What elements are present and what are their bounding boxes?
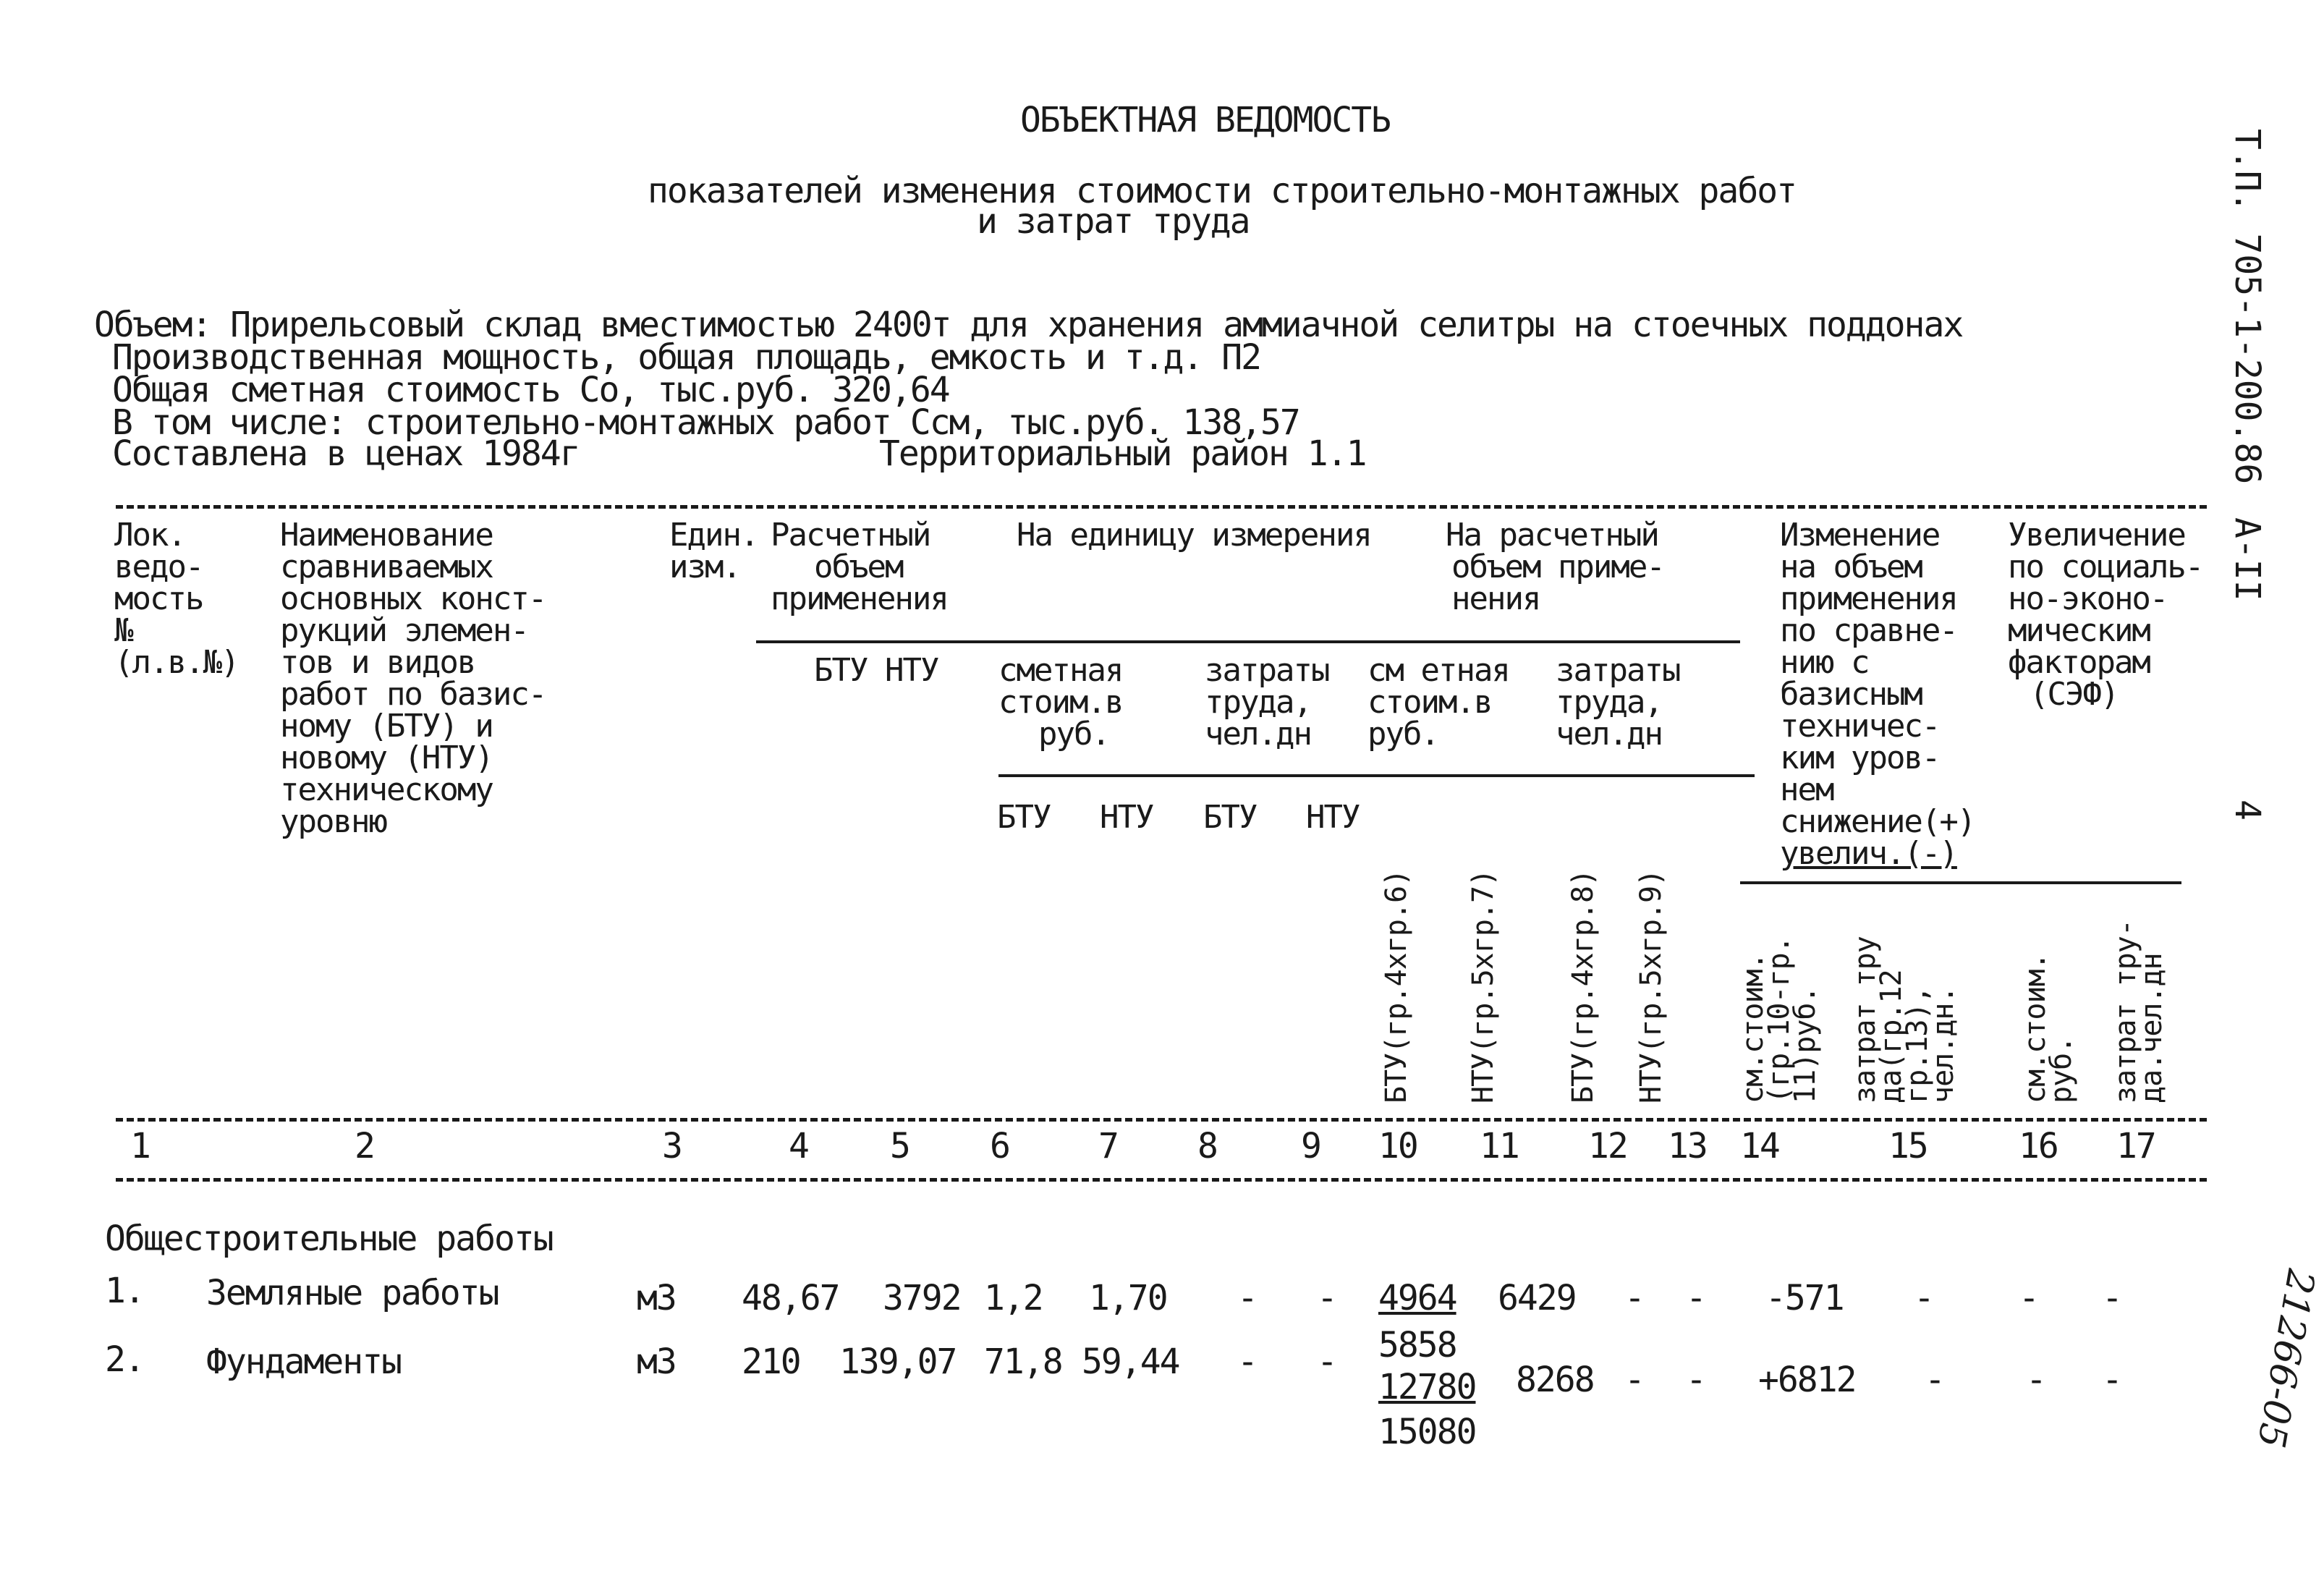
row-unit: м3 — [637, 1342, 676, 1382]
document-subtitle-line-1: показателей изменения стоимости строительно-монтажных работ — [648, 171, 1797, 211]
header-calc-cost: см етная стоим.в руб. — [1367, 652, 1509, 753]
row-unit-cost-btu: 71,8 — [984, 1342, 1062, 1382]
rule-header-groups — [1006, 640, 1740, 643]
sub-ntu-2: НТУ — [1306, 799, 1360, 836]
row-change-labor: - — [1914, 1278, 1933, 1318]
col-number-11: 11 — [1480, 1126, 1519, 1166]
sub-sef-labor: затрат тру- да.чел.дн — [2109, 920, 2168, 1103]
row-unit-labor-ntu: - — [1317, 1278, 1336, 1318]
row-calc-cost-btu-line-3: 15080 — [1378, 1412, 1476, 1452]
col-number-12: 12 — [1588, 1126, 1627, 1166]
table-col-numbers-bottom-rule — [116, 1178, 2207, 1182]
table-top-rule — [116, 505, 2207, 509]
row-volume-btu: 48,67 — [742, 1278, 839, 1318]
row-number: 2. — [105, 1339, 144, 1380]
row-calc-cost-ntu: 6429 — [1498, 1278, 1576, 1318]
row-volume-ntu: 3792 — [883, 1278, 961, 1318]
rule-calc-volume — [756, 640, 1009, 643]
col-number-3: 3 — [662, 1126, 682, 1166]
header-per-unit-cost: сметная стоим.в руб. — [998, 652, 1123, 753]
row-calc-labor-ntu: - — [1686, 1360, 1705, 1400]
sub-change-cost: см.стоим. (гр.10-гр. 11)руб. — [1736, 936, 1822, 1103]
col-number-10: 10 — [1378, 1126, 1417, 1166]
album-code: А-II — [2227, 517, 2268, 601]
sub-btu-1: БТУ — [997, 799, 1051, 836]
row-unit: м3 — [637, 1278, 676, 1318]
prices-line: Составлена в ценах 1984г — [112, 433, 580, 474]
row-change-cost: -571 — [1765, 1278, 1844, 1318]
row-calc-cost-btu: 4964 — [1378, 1278, 1456, 1318]
row-calc-labor-btu: - — [1624, 1278, 1644, 1318]
header-col-3: Един. изм. — [669, 517, 758, 585]
row-number: 1. — [105, 1271, 144, 1311]
sub-calc-btu-cost: БТУ(гр.4хгр.6) — [1380, 869, 1413, 1103]
handwritten-note: 21266-05 — [2248, 1266, 2323, 1452]
col-number-4: 4 — [789, 1126, 808, 1166]
row-sef-cost: - — [2019, 1278, 2038, 1318]
row-change-labor: - — [1925, 1360, 1944, 1400]
row-unit-labor-ntu: - — [1317, 1342, 1336, 1382]
col-number-14: 14 — [1740, 1126, 1779, 1166]
row-unit-cost-btu: 1,2 — [984, 1278, 1043, 1318]
col-number-9: 9 — [1301, 1126, 1320, 1166]
header-per-unit-labor: затраты труда, чел.дн — [1205, 652, 1329, 753]
rule-change-sub — [1740, 881, 2181, 884]
col-number-1: 1 — [130, 1126, 150, 1166]
sub-ntu-1: НТУ — [1100, 799, 1153, 836]
row-calc-labor-ntu: - — [1686, 1278, 1705, 1318]
row-unit-cost-ntu: 59,44 — [1082, 1342, 1179, 1382]
region-line: Территориальный район 1.1 — [879, 433, 1366, 474]
header-per-unit: На единицу измерения — [1017, 517, 1371, 554]
row-volume-ntu: 139,07 — [839, 1342, 957, 1382]
header-calc-volume-sub: БТУ НТУ — [814, 652, 938, 689]
sub-calc-ntu-cost: НТУ(гр.5хгр.7) — [1467, 869, 1500, 1103]
page-number: 4 — [2227, 800, 2268, 821]
col-number-13: 13 — [1668, 1126, 1707, 1166]
document-subtitle-line-2: и затрат труда — [977, 201, 1250, 242]
col-number-2: 2 — [355, 1126, 374, 1166]
row-unit-labor-btu: - — [1237, 1342, 1257, 1382]
sub-calc-ntu-labor: НТУ(гр.5хгр.9) — [1634, 869, 1668, 1103]
sub-calc-btu-labor: БТУ(гр.4хгр.8) — [1566, 869, 1600, 1103]
row-name: Фундаменты — [206, 1342, 401, 1382]
row-volume-btu: 210 — [742, 1342, 800, 1382]
object-name: Объем: Прирельсовый склад вместимостью 2400т для хранения аммиачной селитры на стоечных поддонах — [94, 305, 1963, 345]
header-calc-labor: затраты труда, чел.дн — [1556, 652, 1680, 753]
document-title: ОБЪЕКТНАЯ ВЕДОМОСТЬ — [1020, 100, 1391, 140]
row-sef-labor: - — [2102, 1360, 2121, 1400]
col-number-8: 8 — [1197, 1126, 1217, 1166]
row-calc-labor-btu: - — [1624, 1360, 1644, 1400]
header-col-2: Наименование сравниваемых основных конст- рукций элемен- тов и видов работ по базис- ному (БТУ) и новому (НТУ) техническому уровню — [280, 517, 546, 840]
document-code: Т.П. 705-1-200.86 — [2227, 129, 2268, 485]
sub-btu-2: БТУ — [1203, 799, 1257, 836]
row-change-cost: +6812 — [1758, 1360, 1856, 1400]
smr-cost-line: В том числе: строительно-монтажных работ Ссм, тыс.руб. 138,57 — [112, 402, 1299, 443]
total-cost-line: Общая сметная стоимость Со, тыс.руб. 320,64 — [112, 370, 949, 410]
row-calc-cost-btu-line-2: 12780 — [1378, 1367, 1476, 1407]
row-unit-labor-btu: - — [1237, 1278, 1257, 1318]
header-col-1: Лок. ведо- мость № (л.в.№) — [114, 517, 239, 681]
sub-change-labor: затрат тру да(гр.12 гр.13), чел.дн. — [1849, 936, 1960, 1103]
row-unit-cost-ntu: 1,70 — [1089, 1278, 1167, 1318]
header-calc-group: На расчетный объем приме- нения — [1446, 517, 1664, 617]
row-name: Земляные работы — [206, 1273, 499, 1313]
col-number-7: 7 — [1098, 1126, 1118, 1166]
col-number-6: 6 — [990, 1126, 1009, 1166]
row-sef-cost: - — [2026, 1360, 2045, 1400]
col-number-5: 5 — [890, 1126, 909, 1166]
row-calc-cost-btu-line-1: 5858 — [1378, 1325, 1456, 1365]
capacity-line: Производственная мощность, общая площадь, емкость и т.д. П2 — [112, 337, 1261, 378]
col-number-17: 17 — [2116, 1126, 2155, 1166]
header-sef: Увеличение по социаль- но-эконо- мическим факторам (СЭФ) — [2008, 517, 2203, 713]
col-number-16: 16 — [2019, 1126, 2058, 1166]
table-col-numbers-top-rule — [116, 1118, 2207, 1122]
row-sef-labor: - — [2102, 1278, 2121, 1318]
col-number-15: 15 — [1888, 1126, 1928, 1166]
row-calc-cost-ntu: 8268 — [1516, 1360, 1594, 1400]
sub-sef-cost: см.стоим. руб. — [2019, 953, 2078, 1103]
header-change: Изменение на объем применения по сравне- нию с базисным техничес- ким уров- нем снижение(+) увелич.(-) — [1780, 517, 1975, 872]
header-calc-volume: Расчетный объем применения — [771, 517, 948, 617]
section-title: Общестроительные работы — [105, 1219, 553, 1259]
rule-per-unit-sub — [998, 774, 1755, 777]
